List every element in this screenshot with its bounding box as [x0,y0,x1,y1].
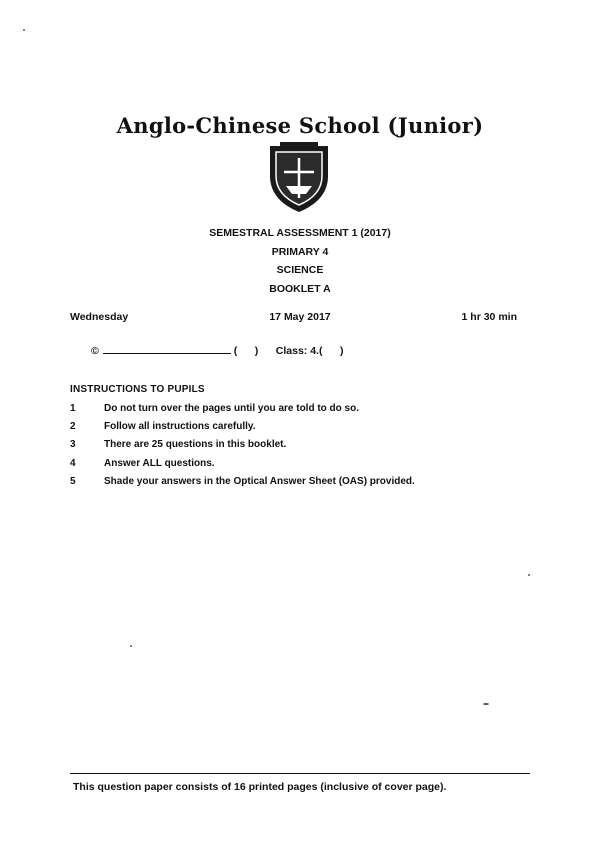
school-name: Anglo-Chinese School (Junior) [116,113,484,138]
instruction-number: 1 [70,403,76,414]
name-label: © [91,345,99,357]
instruction-number: 3 [70,439,76,450]
footer-note: This question paper consists of 16 printed pages (inclusive of cover page). [73,781,447,793]
instruction-text: Shade your answers in the Optical Answer Sheet (OAS) provided. [104,476,415,487]
subject-title: SCIENCE [276,264,324,276]
instruction-item [70,476,415,487]
instruction-text: Do not turn over the pages until you are told to do so. [104,403,360,414]
instruction-number: 5 [70,476,76,487]
instruction-number: 2 [70,421,76,432]
scan-speck [483,703,489,705]
name-class-row [91,344,343,357]
school-crest-icon [266,142,332,214]
scan-speck [528,574,530,576]
level-title: PRIMARY 4 [271,246,329,258]
instruction-number: 4 [70,458,76,469]
instruction-item [70,458,215,469]
instruction-text: Answer ALL questions. [104,458,215,469]
class-label[interactable]: Class: 4.( ) [275,345,344,357]
footer-divider [70,773,530,774]
scan-speck [23,29,25,31]
instruction-item [70,439,286,450]
instruction-item [70,421,256,432]
booklet-title: BOOKLET A [269,283,331,295]
exam-duration: 1 hr 30 min [461,311,517,323]
instruction-text: Follow all instructions carefully. [104,421,256,432]
instruction-item [70,403,359,414]
name-blank-line[interactable] [103,344,231,354]
assessment-title: SEMESTRAL ASSESSMENT 1 (2017) [209,227,391,239]
exam-date: 17 May 2017 [269,311,331,323]
scan-speck [130,645,132,647]
register-number-brackets[interactable]: ( ) [233,345,259,357]
instructions-title: INSTRUCTIONS TO PUPILS [70,384,205,395]
exam-day: Wednesday [70,311,129,323]
instruction-text: There are 25 questions in this booklet. [104,439,287,450]
